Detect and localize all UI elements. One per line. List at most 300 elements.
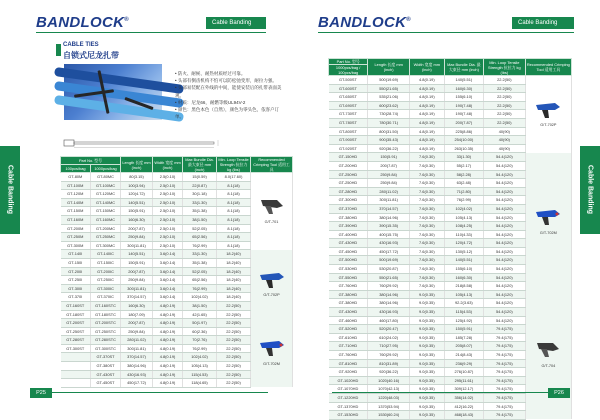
- table-cell: 120(4.72): [121, 190, 153, 199]
- table-cell: 118(4.65): [183, 379, 217, 388]
- table-cell: 205(8.07): [444, 342, 483, 351]
- table-cell: GT-250MC: [91, 233, 121, 242]
- table-cell: 115(4.53): [444, 308, 483, 317]
- table-cell: 4.8(0.19): [153, 301, 183, 310]
- table-cell: GT-460HD: [329, 316, 368, 325]
- table-cell: 4.8(0.19): [153, 310, 183, 319]
- table-cell: 4.8(0.19): [153, 370, 183, 379]
- table-cell: 150(5.91): [444, 325, 483, 334]
- table-cell: 380(14.96): [368, 299, 410, 308]
- table-cell: 2.5(0.10): [153, 190, 183, 199]
- table-cell: 8.1(18): [217, 181, 251, 190]
- table-cell: GT-780ST: [329, 118, 368, 127]
- table-cell: GT-1530HD: [329, 411, 368, 420]
- table-cell: 7.6(0.30): [409, 256, 444, 265]
- table-cell: 4.8(0.19): [409, 93, 444, 102]
- table-row: [61, 250, 293, 259]
- table-cell: 155(6.10): [444, 265, 483, 274]
- table-cell: GT-710HD: [329, 342, 368, 351]
- table-cell: 54.4(120): [484, 187, 526, 196]
- table-cell: 7.6(0.30): [409, 265, 444, 274]
- table-cell: 105(4.13): [444, 290, 483, 299]
- feature-item: • 颜色：黑色本色（自然），颜色为零头色，依客户订单。: [175, 107, 280, 120]
- table-cell: 8.1(18): [217, 190, 251, 199]
- table-cell: 7.6(0.30): [409, 161, 444, 170]
- table-cell: 22.2(50): [484, 93, 526, 102]
- table-cell: 250(9.84): [368, 170, 410, 179]
- table-cell: GT-760HD: [329, 282, 368, 291]
- table-cell: 54.4(120): [484, 247, 526, 256]
- table-cell: [61, 362, 91, 371]
- table-cell: GT-370IC: [91, 293, 121, 302]
- table-cell: 500(19.69): [368, 76, 410, 85]
- table-cell: 9.0(0.35): [409, 316, 444, 325]
- table-cell: GT-280HD: [329, 187, 368, 196]
- table-cell: GT-380ST: [91, 362, 121, 371]
- table-cell: 468(18.43): [444, 411, 483, 420]
- table-cell: GT-80MC: [91, 173, 121, 182]
- table-cell: GT-250M: [61, 233, 91, 242]
- table-cell: 160(6.30): [444, 273, 483, 282]
- table-cell: 54.4(120): [484, 222, 526, 231]
- table-cell: 65(2.56): [183, 233, 217, 242]
- table-cell: 130(5.12): [444, 247, 483, 256]
- table-cell: 4.8(0.19): [409, 110, 444, 119]
- table-cell: 105(4.13): [444, 213, 483, 222]
- table-cell: 7.6(0.30): [409, 187, 444, 196]
- table-cell: 76(2.99): [183, 284, 217, 293]
- table-cell: 4.8(0.19): [153, 336, 183, 345]
- table-cell: 22.2(50): [217, 327, 251, 336]
- table-cell: GT-500ST: [329, 76, 368, 85]
- table-cell: GT-250ST: [61, 327, 91, 336]
- header-tensile: Min. Loop Tensile Strength 抗拉力 kg (lbs): [484, 59, 526, 76]
- header-bundle-dia: Max Bundle Dia. 最大束径 mm (inch): [183, 157, 217, 173]
- table-cell: 430(16.93): [368, 308, 410, 317]
- table-cell: GT-250HD: [329, 179, 368, 188]
- table-cell: GT-920ST: [329, 144, 368, 153]
- table-cell: GT-550HD: [329, 273, 368, 282]
- crimping-tool-icon: [533, 355, 563, 360]
- table-cell: GT-180STC: [91, 310, 121, 319]
- left-page: [0, 0, 300, 404]
- table-cell: 535(21.06): [368, 93, 410, 102]
- table-cell: 3.6(0.14): [153, 258, 183, 267]
- table-cell: 2.5(0.10): [153, 224, 183, 233]
- table-cell: 7.6(0.30): [409, 170, 444, 179]
- table-cell: GT-140MC: [91, 198, 121, 207]
- table-cell: GT-120M: [61, 190, 91, 199]
- table-cell: 8.1(18): [217, 224, 251, 233]
- table-cell: 225(8.86): [444, 127, 483, 136]
- subheader-1000pcs: 1000pcs/bag: [91, 165, 121, 173]
- table-cell: 150(5.91): [121, 207, 153, 216]
- table-cell: 30(1.18): [183, 190, 217, 199]
- crimping-tool-label: G/T-702P: [540, 123, 557, 128]
- table-cell: 4.8(0.19): [153, 344, 183, 353]
- table-cell: GT-1220HD: [329, 393, 368, 402]
- table-cell: GT-150M: [61, 207, 91, 216]
- table-cell: GT-200STC: [91, 319, 121, 328]
- table-cell: 105(4.13): [183, 362, 217, 371]
- header-tool: Recommended Crimping Tool 适用工具: [251, 157, 293, 173]
- table-cell: GT-1020HD: [329, 376, 368, 385]
- table-cell: 22.2(50): [217, 379, 251, 388]
- table-cell: 1370(53.94): [368, 402, 410, 411]
- crimping-tool-icon: [257, 212, 287, 217]
- table-cell: GT-450ST: [91, 379, 121, 388]
- table-cell: 370(14.57): [121, 293, 153, 302]
- table-cell: 102(4.02): [183, 293, 217, 302]
- table-cell: GT-250I: [61, 276, 91, 285]
- table-cell: 22.2(50): [217, 344, 251, 353]
- table-cell: 63(2.48): [444, 179, 483, 188]
- table-cell: 140(5.51): [444, 76, 483, 85]
- table-cell: 60(2.36): [183, 327, 217, 336]
- table-cell: GT-380HD: [329, 290, 368, 299]
- table-cell: 54.4(120): [484, 179, 526, 188]
- table-cell: GT-300I: [61, 284, 91, 293]
- table-row: [61, 173, 293, 182]
- table-cell: GT-1070HD: [329, 385, 368, 394]
- table-cell: 71(2.80): [444, 187, 483, 196]
- table-cell: 218(8.58): [444, 282, 483, 291]
- table-cell: 9.0(0.35): [409, 351, 444, 360]
- table-cell: 250(9.84): [121, 276, 153, 285]
- table-cell: 356(14.02): [444, 393, 483, 402]
- table-cell: 33(1.30): [444, 153, 483, 162]
- table-cell: GT-380HD: [329, 213, 368, 222]
- table-cell: GT-900ST: [329, 136, 368, 145]
- table-cell: GT-100M: [61, 181, 91, 190]
- table-cell: 9.0(0.35): [409, 411, 444, 420]
- table-cell: 190(7.48): [444, 101, 483, 110]
- table-cell: GT-250HD: [329, 170, 368, 179]
- table-cell: GT-400HD: [329, 230, 368, 239]
- crimping-tool-icon: [257, 285, 287, 290]
- table-cell: 1020(40.16): [368, 376, 410, 385]
- right-page: [300, 0, 600, 418]
- table-cell: 780(30.71): [368, 118, 410, 127]
- table-cell: 38(1.50): [183, 215, 217, 224]
- table-cell: 4.8(0.19): [409, 127, 444, 136]
- table-cell: 8.1(18): [217, 198, 251, 207]
- crimping-tool-cell: [251, 319, 293, 388]
- table-cell: 450(17.72): [121, 379, 153, 388]
- table-cell: 54.4(120): [484, 230, 526, 239]
- table-cell: 430(16.93): [368, 239, 410, 248]
- table-cell: 80(3.15): [121, 173, 153, 182]
- table-cell: 54.4(120): [484, 308, 526, 317]
- table-cell: 79.4(175): [484, 342, 526, 351]
- table-cell: 33(1.30): [183, 250, 217, 259]
- table-cell: 550(21.65): [368, 273, 410, 282]
- table-cell: 9.0(0.35): [409, 393, 444, 402]
- table-cell: 79.4(175): [484, 351, 526, 360]
- side-tab-left: Cable Banding: [0, 146, 20, 234]
- table-cell: 50(1.97): [183, 319, 217, 328]
- table-cell: 54.4(120): [484, 239, 526, 248]
- table-cell: GT-300HD: [329, 196, 368, 205]
- table-cell: 120(4.72): [444, 239, 483, 248]
- table-cell: 530(20.87): [368, 265, 410, 274]
- table-cell: 250(9.84): [121, 233, 153, 242]
- brand-logo: BANDLOCK®: [36, 14, 129, 31]
- table-cell: 1220(48.03): [368, 393, 410, 402]
- table-cell: 160(6.30): [121, 301, 153, 310]
- section-header: Cable Banding: [512, 17, 574, 29]
- table-cell: 79.4(175): [484, 359, 526, 368]
- table-cell: 300(11.81): [121, 344, 153, 353]
- table-cell: GT-200ST: [61, 319, 91, 328]
- table-cell: [61, 379, 91, 388]
- table-cell: 9.0(0.35): [409, 290, 444, 299]
- table-cell: 79.4(175): [484, 368, 526, 377]
- section-title-en: CABLE TIES: [63, 42, 99, 48]
- table-cell: 38(1.50): [183, 301, 217, 310]
- table-cell: 412(16.22): [444, 402, 483, 411]
- table-cell: 300(11.81): [121, 241, 153, 250]
- subheader-100pcs: 100pcs/bag: [61, 165, 91, 173]
- table-cell: 7.6(0.30): [409, 282, 444, 291]
- section-header: Cable Banding: [206, 17, 266, 29]
- table-cell: GT-280STC: [91, 336, 121, 345]
- table-cell: 3.6(0.14): [153, 293, 183, 302]
- table-cell: GT-810HD: [329, 359, 368, 368]
- table-cell: 300(11.81): [121, 284, 153, 293]
- table-row: [329, 290, 572, 299]
- title-marker: [56, 44, 61, 56]
- table-cell: GT-300M: [61, 241, 91, 250]
- table-cell: 9.0(0.35): [409, 325, 444, 334]
- crimping-tool-label: G/T-702M: [263, 361, 280, 366]
- table-cell: 22.2(50): [217, 319, 251, 328]
- crimping-tool-icon: [533, 115, 563, 120]
- table-cell: 15(0.59): [183, 173, 217, 182]
- table-cell: 254(10.00): [444, 136, 483, 145]
- table-cell: 79.4(175): [484, 411, 526, 420]
- brand-logo: BANDLOCK®: [318, 14, 411, 31]
- table-cell: 140(5.51): [121, 198, 153, 207]
- table-cell: 9.0(0.35): [409, 385, 444, 394]
- table-cell: 155(6.10): [444, 93, 483, 102]
- table-cell: 2.5(0.10): [153, 173, 183, 182]
- table-cell: 22.2(50): [484, 110, 526, 119]
- cable-ties-photo: [64, 64, 162, 120]
- table-cell: GT-430HD: [329, 239, 368, 248]
- table-cell: 730(28.74): [368, 110, 410, 119]
- table-cell: 250(9.84): [368, 179, 410, 188]
- table-cell: GT-150I: [61, 258, 91, 267]
- table-cell: 8.1(18): [217, 215, 251, 224]
- table-cell: 9.0(0.35): [409, 359, 444, 368]
- crimping-tool-label: G/T-701: [264, 220, 279, 225]
- table-cell: 2.5(0.10): [153, 198, 183, 207]
- table-cell: 610(24.02): [368, 333, 410, 342]
- table-cell: 52(2.05): [183, 224, 217, 233]
- crimping-tool-cell: [251, 173, 293, 250]
- table-cell: GT-370I: [61, 293, 91, 302]
- table-cell: 42(1.65): [183, 310, 217, 319]
- table-cell: 115(4.53): [183, 370, 217, 379]
- feature-list: [175, 70, 287, 120]
- table-cell: 236(9.29): [444, 359, 483, 368]
- table-cell: 8.1(18): [217, 233, 251, 242]
- table-cell: 7.6(0.30): [409, 230, 444, 239]
- table-cell: GT-150IC: [91, 258, 121, 267]
- table-cell: 22.2(50): [217, 353, 251, 362]
- header-rule: [36, 32, 266, 33]
- table-cell: 200(7.87): [121, 224, 153, 233]
- table-cell: 70(2.76): [183, 336, 217, 345]
- spec-table-left: [60, 156, 293, 388]
- table-cell: 150(5.91): [121, 258, 153, 267]
- table-cell: GT-610HD: [329, 333, 368, 342]
- table-cell: 35(1.38): [183, 207, 217, 216]
- table-cell: 370(14.57): [368, 204, 410, 213]
- table-cell: 276(10.87): [444, 368, 483, 377]
- table-row: [329, 76, 572, 85]
- table-cell: GT-430ST: [91, 370, 121, 379]
- table-cell: 2.5(0.10): [153, 215, 183, 224]
- table-cell: GT-300MC: [91, 241, 121, 250]
- table-cell: 4.8(0.19): [409, 84, 444, 93]
- table-cell: 7.6(0.30): [409, 222, 444, 231]
- table-cell: 250(9.84): [121, 327, 153, 336]
- table-cell: GT-120MC: [91, 190, 121, 199]
- table-cell: 1530(60.24): [368, 411, 410, 420]
- subheader-pcs-bag: 1000pcs/bag / 100pcs/bag: [329, 65, 368, 76]
- table-cell: 55(2.17): [444, 161, 483, 170]
- table-cell: 7.6(0.30): [409, 179, 444, 188]
- table-cell: 100(3.94): [121, 181, 153, 190]
- table-cell: 79.4(175): [484, 393, 526, 402]
- header-width: Width 宽度 mm (inch): [409, 59, 444, 76]
- table-cell: GT-140I: [61, 250, 91, 259]
- header-tensile: Min. Loop Tensile Strength 抗拉力 kg (lbs): [218, 157, 249, 172]
- table-cell: 430(16.93): [121, 370, 153, 379]
- table-cell: 18.2(40): [217, 258, 251, 267]
- table-cell: 79.4(175): [484, 333, 526, 342]
- table-cell: 110(4.33): [444, 230, 483, 239]
- header-part-no: Part No. 型号: [329, 59, 368, 65]
- feature-item: • 头部易装配在外线的中间，能使安装后的扎带表面美观。: [175, 85, 282, 98]
- table-cell: 9.0(0.35): [409, 333, 444, 342]
- feature-item: • 材质：尼龙66，耐燃等级UL94V-2: [175, 99, 246, 105]
- table-cell: GT-300STC: [91, 344, 121, 353]
- table-cell: GT-160STC: [91, 301, 121, 310]
- table-cell: 460(17.80): [368, 316, 410, 325]
- table-cell: 22(0.87): [183, 181, 217, 190]
- table-cell: 54.4(120): [484, 290, 526, 299]
- table-cell: GT-100MC: [91, 181, 121, 190]
- table-cell: 54.4(120): [484, 256, 526, 265]
- table-cell: 190(7.48): [444, 110, 483, 119]
- table-cell: 4.8(0.19): [409, 118, 444, 127]
- table-cell: GT-370ST: [91, 353, 121, 362]
- table-cell: 380(14.96): [121, 362, 153, 371]
- table-cell: 160(6.30): [121, 215, 153, 224]
- table-cell: 7.6(0.30): [409, 239, 444, 248]
- table-cell: 4.8(0.19): [153, 379, 183, 388]
- table-cell: 79.4(175): [484, 402, 526, 411]
- table-cell: 2.5(0.10): [153, 181, 183, 190]
- table-cell: GT-520HD: [329, 325, 368, 334]
- table-cell: 380(14.96): [368, 213, 410, 222]
- table-cell: 760(29.92): [368, 282, 410, 291]
- table-cell: 108(4.25): [444, 222, 483, 231]
- crimping-tool-label: G/T-702P: [263, 293, 280, 298]
- crimping-tool-cell: [525, 153, 571, 291]
- table-cell: GT-650ST: [329, 93, 368, 102]
- table-cell: GT-500HD: [329, 256, 368, 265]
- table-cell: GT-200IC: [91, 267, 121, 276]
- header-length: Length 长度 mm (inch): [368, 59, 410, 76]
- table-cell: 22.2(50): [217, 370, 251, 379]
- table-cell: 500(19.69): [368, 256, 410, 265]
- table-cell: 7.6(0.30): [409, 273, 444, 282]
- table-cell: 9.0(0.35): [409, 342, 444, 351]
- crimping-tool-cell: [525, 290, 571, 419]
- table-cell: GT-920HD: [329, 368, 368, 377]
- page-number: P25: [30, 388, 52, 398]
- table-cell: 22.2(50): [217, 362, 251, 371]
- table-cell: 125(4.92): [444, 316, 483, 325]
- table-cell: GT-690ST: [329, 101, 368, 110]
- header-part-no: Part No. 型号: [61, 157, 121, 165]
- table-cell: 35(1.38): [183, 258, 217, 267]
- table-cell: 54.4(120): [484, 170, 526, 179]
- table-cell: 58(2.28): [444, 170, 483, 179]
- table-cell: 65(2.56): [183, 276, 217, 285]
- section-title-cn: 自锁式尼龙扎带: [63, 51, 119, 60]
- table-cell: [61, 370, 91, 379]
- table-cell: 54.4(120): [484, 161, 526, 170]
- table-cell: 450(17.72): [368, 247, 410, 256]
- table-cell: GT-280ST: [61, 336, 91, 345]
- feature-item: • 头部有倒齿机构不怕可以防松弛变形，耐拉力强。: [175, 78, 277, 84]
- table-cell: 520(20.47): [368, 325, 410, 334]
- table-cell: 18.2(40): [217, 250, 251, 259]
- crimping-tool-cell: [525, 76, 571, 153]
- header-rule: [318, 32, 574, 33]
- table-cell: 263(10.35): [444, 144, 483, 153]
- table-cell: 8.1(18): [217, 207, 251, 216]
- table-cell: 7.6(0.30): [409, 213, 444, 222]
- table-cell: 102(4.02): [183, 353, 217, 362]
- table-cell: 54.4(120): [484, 153, 526, 162]
- table-cell: 4.8(0.19): [153, 353, 183, 362]
- table-cell: 8.0(17.60): [217, 173, 251, 182]
- table-cell: 18.2(40): [217, 284, 251, 293]
- table-cell: 3.6(0.14): [153, 250, 183, 259]
- header-bundle-dia: Max Bundle Dia. 最大束径 mm (inch): [444, 59, 483, 76]
- table-cell: 4.8(0.19): [409, 136, 444, 145]
- table-cell: 920(36.22): [368, 144, 410, 153]
- table-cell: 40(90): [484, 136, 526, 145]
- crimping-tool-label: G/T-704: [541, 363, 556, 368]
- header-tool: Recommended Crimping Tool 适用工具: [525, 59, 571, 76]
- spec-table-right: [328, 58, 572, 420]
- table-cell: GT-80M: [61, 173, 91, 182]
- table-cell: 200(7.87): [121, 267, 153, 276]
- table-row: [61, 319, 293, 328]
- table-cell: 22.2(50): [484, 118, 526, 127]
- table-cell: 54.4(120): [484, 273, 526, 282]
- footer-rule: [30, 392, 268, 393]
- table-cell: 9.0(0.35): [409, 368, 444, 377]
- table-cell: GT-180ST: [61, 310, 91, 319]
